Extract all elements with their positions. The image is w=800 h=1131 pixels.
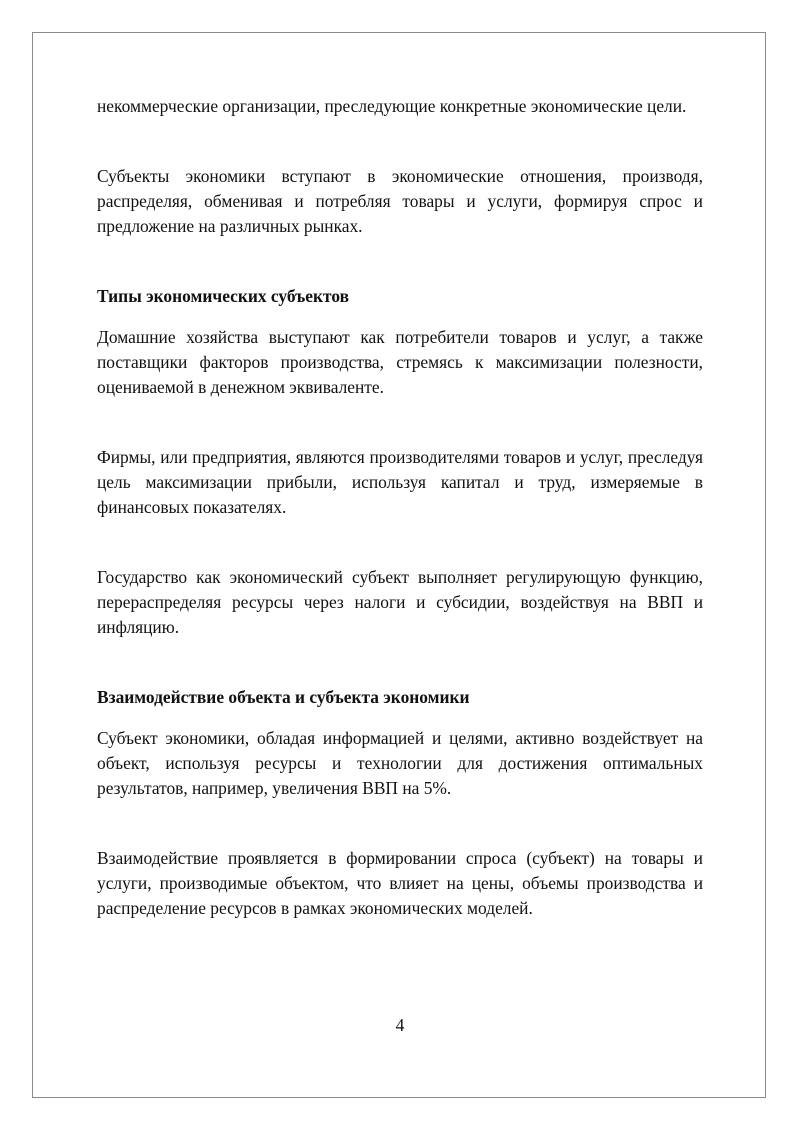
- section-heading-types: Типы экономических субъектов: [97, 286, 349, 306]
- paragraph-subject-influence: Субъект экономики, обладая информацией и целями, активно воздействует на объект, используя ресурсы и технологии для достижения оптимальных результатов, например, увеличения ВВП на 5%.: [97, 728, 703, 798]
- paragraph-households: Домашние хозяйства выступают как потребители товаров и услуг, а также поставщики факторов производства, стремясь к максимизации полезности, оцениваемой в денежном эквиваленте.: [97, 327, 703, 397]
- page-content: [97, 94, 703, 921]
- paragraph-state: Государство как экономический субъект выполняет регулирующую функцию, перераспределяя ресурсы через налоги и субсидии, воздействуя на ВВП и инфляцию.: [97, 567, 703, 637]
- paragraph-intro-2: Субъекты экономики вступают в экономические отношения, производя, распределяя, обменивая и потребляя товары и услуги, формируя спрос и предложение на различных рынках.: [97, 166, 703, 236]
- paragraph-firms: Фирмы, или предприятия, являются производителями товаров и услуг, преследуя цель максимизации прибыли, используя капитал и труд, измеряемые в финансовых показателях.: [97, 447, 703, 517]
- paragraph-intro-1: некоммерческие организации, преследующие конкретные экономические цели.: [97, 96, 687, 116]
- section-heading-interaction: Взаимодействие объекта и субъекта экономики: [97, 687, 470, 707]
- page-number: 4: [395, 1015, 405, 1035]
- paragraph-demand-interaction: Взаимодействие проявляется в формировании спроса (субъект) на товары и услуги, производимые объектом, что влияет на цены, объемы производства и распределение ресурсов в рамках экономических моделей.: [97, 848, 703, 918]
